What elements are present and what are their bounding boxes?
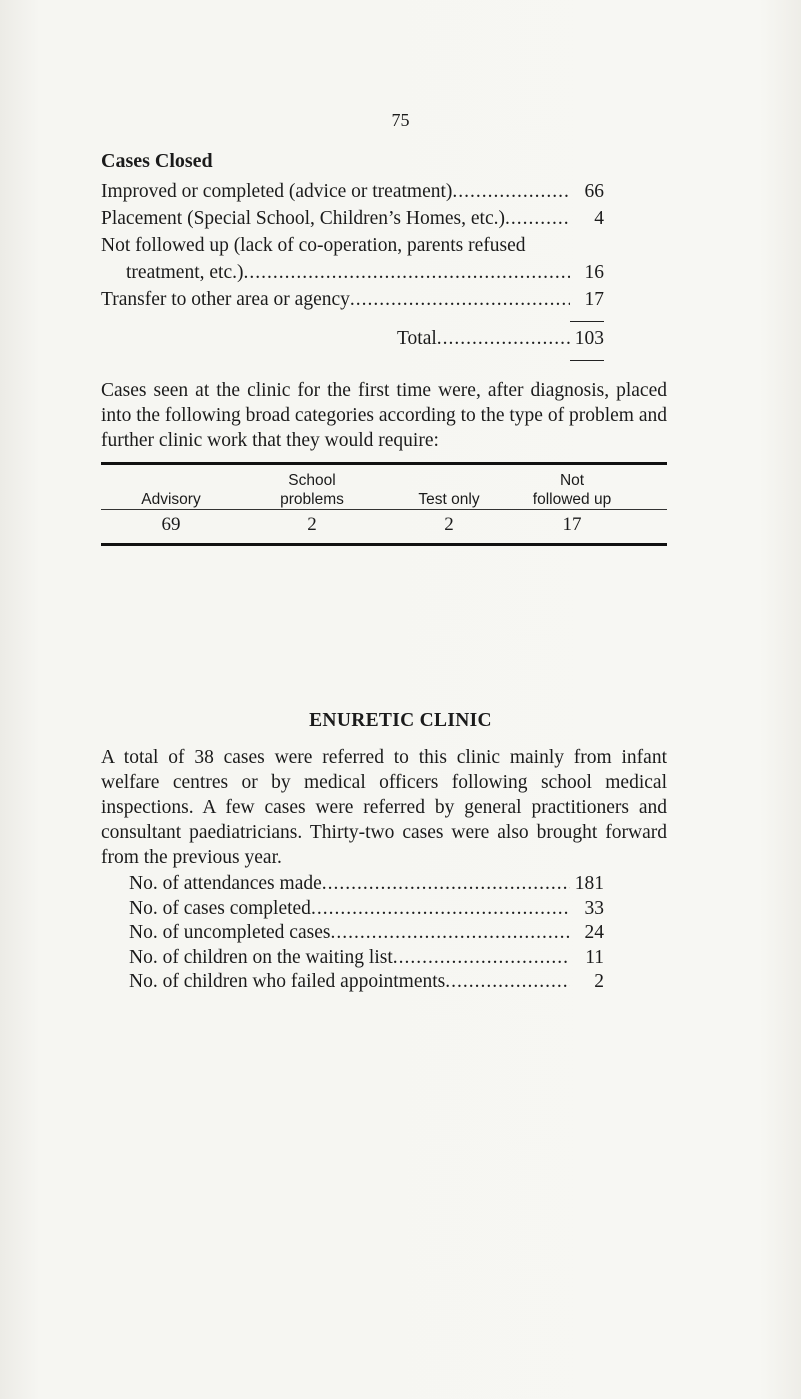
table-top-rule — [101, 462, 667, 465]
header-line1: School — [288, 472, 336, 489]
stat-value: 11 — [585, 946, 604, 968]
list-item — [129, 921, 604, 946]
item-value: 17 — [584, 289, 604, 310]
stat-value: 2 — [594, 971, 604, 992]
dot-leader — [311, 897, 570, 922]
table-header-advisory — [101, 471, 241, 509]
total-label: Total — [397, 328, 437, 349]
dot-leader — [350, 286, 570, 313]
item-label: Transfer to other area or agency — [101, 289, 350, 310]
list-item — [101, 178, 604, 205]
list-item — [129, 872, 604, 897]
list-item — [101, 259, 604, 286]
total-row — [397, 325, 604, 352]
table-bottom-rule — [101, 543, 667, 546]
header-line2: Advisory — [141, 491, 201, 508]
header-line2: followed up — [532, 491, 612, 508]
table-header-rule — [101, 509, 667, 510]
dot-leader — [445, 970, 570, 995]
stat-label: No. of children who failed appointments — [129, 971, 446, 992]
stat-label: No. of uncompleted cases — [129, 922, 331, 943]
table-header-not-followed-up — [505, 471, 639, 509]
header-line1 — [383, 471, 515, 490]
list-item — [129, 970, 604, 995]
item-value: 16 — [584, 262, 604, 283]
table-cell-advisory: 69 — [161, 514, 181, 535]
intro-paragraph: Cases seen at the clinic for the first time were, after diagnosis, placed into the following broad categories according to the type of problem and further clinic work that they would require: — [101, 380, 667, 451]
item-label: Placement (Special School, Children’s Homes, etc.) — [101, 208, 505, 229]
header-line2: problems — [280, 491, 344, 508]
list-item — [129, 946, 604, 971]
table-cell-test-only: 2 — [444, 514, 454, 535]
item-label: Improved or completed (advice or treatment) — [101, 181, 453, 202]
enuretic-paragraph: A total of 38 cases were referred to this clinic mainly from infant welfare centres or by medical officers following school medical inspections. A few cases were referred by general practitioners and consultant paediatricians. Thirty-two cases were also brought forward from the previous year. — [101, 747, 667, 868]
total-value: 103 — [574, 328, 604, 349]
page-number: 75 — [391, 110, 410, 130]
dot-leader — [437, 325, 570, 352]
item-label: treatment, etc.) — [126, 262, 244, 283]
enuretic-stats-list — [129, 872, 604, 995]
dot-leader — [452, 178, 570, 205]
list-item — [101, 205, 604, 232]
table-header-school-problems — [241, 471, 383, 509]
item-value: 66 — [584, 181, 604, 202]
item-label-line1: Not followed up (lack of co-operation, parents refused — [101, 235, 526, 256]
stat-value: 181 — [574, 873, 604, 894]
stat-label: No. of cases completed — [129, 897, 311, 919]
header-line2: Test only — [418, 491, 480, 508]
table-header-test-only — [383, 471, 515, 509]
dot-leader — [322, 872, 570, 897]
total-rule-bottom — [570, 360, 604, 361]
item-value: 4 — [594, 208, 604, 229]
stat-value: 33 — [584, 897, 604, 919]
dot-leader — [330, 921, 570, 946]
table-cell-not-followed-up: 17 — [562, 514, 582, 535]
total-rule-top — [570, 321, 604, 322]
dot-leader — [505, 205, 570, 232]
dot-leader — [243, 259, 570, 286]
stat-label: No. of children on the waiting list — [129, 946, 393, 968]
list-item — [101, 286, 604, 313]
stat-label: No. of attendances made — [129, 873, 322, 894]
cases-closed-list — [101, 178, 604, 313]
header-line1: Not — [559, 472, 585, 489]
table-cell-school-problems: 2 — [307, 514, 317, 535]
dot-leader — [393, 946, 570, 971]
list-item — [129, 897, 604, 922]
stat-value: 24 — [584, 922, 604, 943]
cases-closed-heading: Cases Closed — [101, 150, 213, 172]
header-line1 — [101, 471, 241, 490]
enuretic-clinic-heading: ENURETIC CLINIC — [309, 710, 492, 731]
